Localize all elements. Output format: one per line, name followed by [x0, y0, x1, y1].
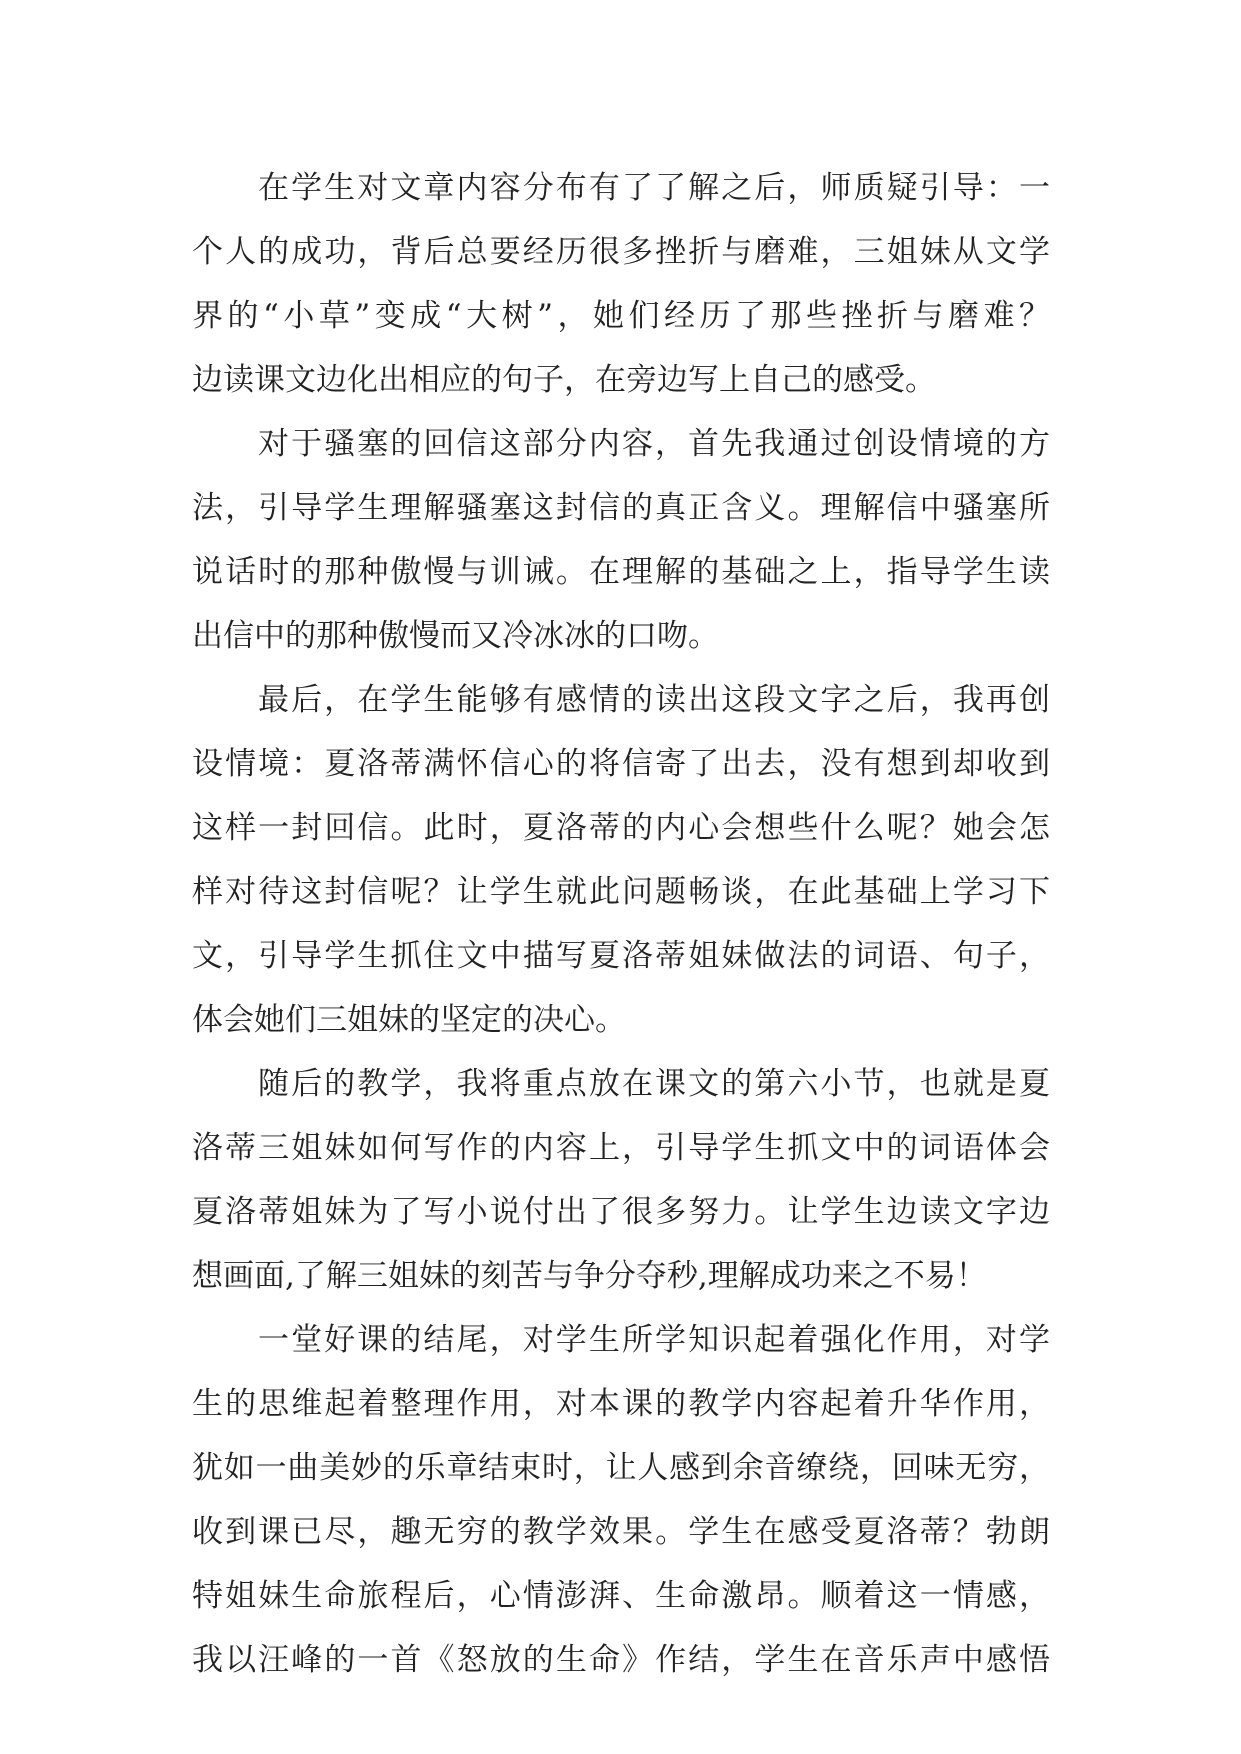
text-line: 文，引导学生抓住文中描写夏洛蒂姐妹做法的词语、句子，: [192, 938, 1050, 974]
text-line: 在学生对文章内容分布有了了解之后，师质疑引导：一: [258, 170, 1050, 206]
text-line: 特姐妹生命旅程后，心情澎湃、生命激昂。顺着这一情感，: [192, 1578, 1050, 1614]
text-line: 生的思维起着整理作用，对本课的教学内容起着升华作用，: [192, 1386, 1050, 1422]
text-line: 夏洛蒂姐妹为了写小说付出了很多努力。让学生边读文字边: [192, 1194, 1050, 1230]
text-line: 这样一封回信。此时，夏洛蒂的内心会想些什么呢？她会怎: [192, 810, 1050, 846]
text-line: 我以汪峰的一首《怒放的生命》作结，学生在音乐声中感悟: [192, 1642, 1050, 1678]
text-line: 出信中的那种傲慢而又冷冰冰的口吻。: [192, 618, 719, 654]
text-line: 最后，在学生能够有感情的读出这段文字之后，我再创: [258, 682, 1050, 718]
text-line: 想画面,了解三姐妹的刻苦与争分夺秒,理解成功来之不易！: [192, 1258, 987, 1294]
text-line: 边读课文边化出相应的句子，在旁边写上自己的感受。: [192, 362, 936, 398]
paragraph: [192, 1052, 1050, 1308]
paragraph: [192, 668, 1050, 1052]
paragraph: [192, 156, 1050, 412]
paragraph: [192, 1308, 1050, 1692]
text-line: 随后的教学，我将重点放在课文的第六小节，也就是夏: [258, 1066, 1050, 1102]
text-line: 体会她们三姐妹的坚定的决心。: [192, 1002, 626, 1038]
text-line: 个人的成功，背后总要经历很多挫折与磨难，三姐妹从文学: [192, 234, 1050, 270]
text-line: 对于骚塞的回信这部分内容，首先我通过创设情境的方: [258, 426, 1050, 462]
document-body: [192, 156, 1050, 1692]
text-line: 犹如一曲美妙的乐章结束时，让人感到余音缭绕，回味无穷，: [192, 1450, 1050, 1486]
text-line: 洛蒂三姐妹如何写作的内容上，引导学生抓文中的词语体会: [192, 1130, 1050, 1166]
text-line: 界的“小草”变成“大树”，她们经历了那些挫折与磨难？: [192, 298, 1050, 334]
text-line: 法，引导学生理解骚塞这封信的真正含义。理解信中骚塞所: [192, 490, 1050, 526]
text-line: 设情境：夏洛蒂满怀信心的将信寄了出去，没有想到却收到: [192, 746, 1050, 782]
paragraph: [192, 412, 1050, 668]
text-line: 收到课已尽，趣无穷的教学效果。学生在感受夏洛蒂？勃朗: [192, 1514, 1050, 1550]
text-line: 说话时的那种傲慢与训诫。在理解的基础之上，指导学生读: [192, 554, 1050, 590]
text-line: 样对待这封信呢？让学生就此问题畅谈，在此基础上学习下: [192, 874, 1050, 910]
text-line: 一堂好课的结尾，对学生所学知识起着强化作用，对学: [258, 1322, 1050, 1358]
